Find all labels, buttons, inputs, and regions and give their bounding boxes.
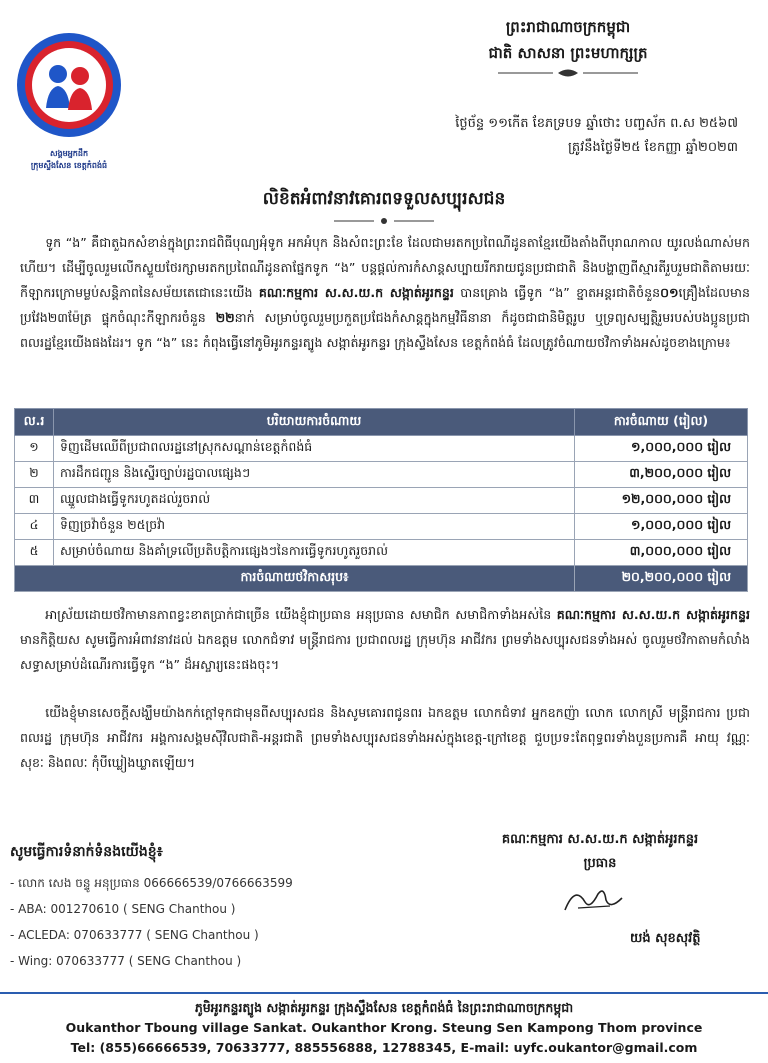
table-row: [15, 462, 748, 488]
logo-text-line2: ក្រុមស្ទឹងសែន ខេត្តកំពង់ធំ: [30, 161, 108, 170]
row-description: ទិញច្រវ៉ាចំនួន ២៥ច្រវ៉ា: [54, 514, 575, 540]
expense-table: [14, 408, 748, 592]
letter-title: [0, 188, 768, 225]
contact-line-acleda: - ACLEDA: 070633777 ( SENG Chanthou ): [10, 928, 259, 942]
table-header-row: [15, 409, 748, 436]
row-no: ២: [15, 462, 54, 488]
footer-address-khmer: ភូមិអូរកន្ទរត្បូង សង្កាត់អូរកន្ទរ ក្រុងស្ទឹងសែន ខេត្តកំពង់ធំ នៃព្រះរាជាណាចក្រកម្ពុជា: [194, 1000, 574, 1015]
appeal-org-name: គណៈកម្មការ ស.ស.យ.ក សង្កាត់អូរកន្ទរ: [556, 607, 750, 622]
row-description: ទិញដើមឈើពីប្រជាពលរដ្ឋនៅស្រុកសណ្តាន់ខេត្តកំពង់ធំ: [54, 436, 575, 462]
organization-logo: [14, 30, 124, 200]
intro-text-1: ទូក “ង” គឺជាតួឯកសំខាន់ក្នុងព្រះរាជពិធីបុណ្យអុំទូក អកអំបុក និងសំពះព្រះខែ ដែលជាមរតកប្រពៃណីដូនតាខ្មែរយើងតាំងពីបុរាណកាល យូរលង់ណាស់មកហើយ។ ដើម្បីចូលរួមលើកស្ទួយថែរក្សាមរតកប្រពៃណីដូនតាផ្នែកទូក “ង” បន្តផ្តល់ការកំសាន្តសប្បាយរីករាយជូនប្រជាជាតិ និងបង្ហាញពីស្មារតីរួបរួមជាតិតាមរយៈកីឡាករក្រោមម្លប់សន្តិភាពនៃសម័យតេជោនេះយើង: [20, 235, 750, 300]
table-row: [15, 488, 748, 514]
header-description: បរិយាយការចំណាយ: [54, 409, 575, 436]
kingdom-name: ព្រះរាជាណាចក្រកម្ពុជា: [505, 18, 631, 36]
contact-line-wing: - Wing: 070633777 ( SENG Chanthou ): [10, 954, 242, 968]
table-row: [15, 514, 748, 540]
title-ornament-icon: [334, 217, 434, 225]
row-no: ៥: [15, 540, 54, 566]
intro-text-2: បានគ្រោង ធ្វើទូក “ង” ខ្នាតអន្តរជាតិចំនួន: [453, 285, 661, 300]
footer: [0, 998, 768, 1058]
logo-text-line1: សង្គមអ្នកដឹក: [49, 149, 89, 158]
national-motto: ជាតិ សាសនា ព្រះមហាក្សត្រ: [488, 44, 648, 62]
solar-date: ត្រូវនឹងថ្ងៃទី២៥ ខែកញ្ញា ឆ្នាំ២០២៣: [568, 140, 738, 155]
appeal-text-2: មានកិត្តិយស សូមធ្វើការអំពាវនាវដល់ ឯកឧត្តម លោកជំទាវ មន្ត្រីរាជការ ប្រជាពលរដ្ឋ ក្រុមហ៊ុន អាជីវករ ព្រមទាំងសប្បុរសជនទាំងអស់ ចូលរួមថវិកាតាមកំលាំងសទ្ធាសម្រាប់ដំណើរការធ្វើទូក “ង” ដ៏អស្ចារ្យនេះផងចុះ។: [20, 632, 750, 672]
footer-address-english: Oukanthor Tboung village Sankat. Oukanthor Krong. Steung Sen Kampong Thom province: [65, 1020, 703, 1035]
table-row: [15, 436, 748, 462]
closing-paragraph: [20, 700, 750, 775]
intro-text-3: គ្រឿងដែលមានប្រវែង២៣ម៉ែត្រ ផ្ទុកចំណុះកីឡាករចំនួន: [20, 285, 750, 325]
row-description: ឈ្នួលជាងធ្វើទូករហូតដល់រួចរាល់: [54, 488, 575, 514]
appeal-text-1: អាស្រ័យដោយថវិកាមានភាពខ្វះខាតប្រាក់ជាច្រើន យើងខ្ញុំជាប្រធាន អនុប្រធាន សមាជិក សមាជិកាទាំងអស់នៃ: [45, 607, 557, 622]
row-amount: ១២,០០០,០០០ រៀល: [575, 488, 748, 514]
table-row: [15, 540, 748, 566]
row-description: ការដឹកជញ្ជូន និងស្នើរច្បាប់រដ្ឋបាលផ្សេងៗ: [54, 462, 575, 488]
letter-date: [358, 112, 738, 160]
lunar-date: ថ្ងៃច័ន្ទ ១១កើត ខែភទ្របទ ឆ្នាំថោះ បញ្ចស័ក ព.ស ២៥៦៧: [455, 116, 738, 131]
letter-title-text: លិខិតអំពាវនាវគោរពទទួលសប្បុរសជន: [262, 189, 506, 209]
intro-paragraph: [20, 230, 750, 355]
signature-org: គណៈកម្មការ ស.ស.យ.ក សង្កាត់អូរកន្ទរ: [501, 832, 699, 847]
row-description: សម្រាប់ចំណាយ និងគាំទ្រលើប្រតិបត្តិការផ្សេងៗនៃការធ្វើទូករហូតរួចរាល់: [54, 540, 575, 566]
logo-emblem-icon: [14, 30, 124, 140]
row-amount: ៣,០០០,០០០ រៀល: [575, 540, 748, 566]
row-amount: ១,០០០,០០០ រៀល: [575, 514, 748, 540]
total-amount: ២០,២០០,០០០ រៀល: [575, 566, 748, 592]
row-no: ៤: [15, 514, 54, 540]
header-no: ល.រ: [15, 409, 54, 436]
contact-line-phone: - លោក សេង ចន្ទូ អនុប្រធាន 066666539/0766663599: [10, 876, 293, 890]
handwritten-signature-icon: [560, 880, 630, 920]
intro-boat-count: ០១: [660, 285, 679, 300]
footer-contact: Tel: (855)66666539, 70633777, 885556888, 12788345, E-mail: uyfc.oukantor@gmail.com: [70, 1040, 698, 1055]
contact-line-aba: - ABA: 001270610 ( SENG Chanthou ): [10, 902, 236, 916]
footer-divider: [0, 992, 768, 994]
row-no: ១: [15, 436, 54, 462]
table-total-row: [15, 566, 748, 592]
total-label: ការចំណាយថវិកាសរុប៖: [15, 566, 575, 592]
intro-rower-count: ២២: [215, 310, 235, 325]
contact-title: សូមធ្វើការទំនាក់ទំនងយើងខ្ញុំ៖: [10, 844, 163, 860]
signatory-name: យង់ សុខសុវត្ថិ: [630, 931, 701, 946]
closing-text: យើងខ្ញុំមានសេចក្តីសង្ឃឹមយ៉ាងកក់ក្តៅទុកជាមុនពីសប្បុរសជន និងសូមគោរពជូនពរ ឯកឧត្តម លោកជំទាវ អ្នកឧកញ៉ា លោក លោកស្រី មន្ត្រីរាជការ ប្រជាពលរដ្ឋ ក្រុមហ៊ុន អាជីវករ អង្គការសង្គមស៊ីវិលជាតិ-អន្តរជាតិ ព្រមទាំងសប្បុរសជនទាំងអស់ក្នុងខេត្ត-ក្រៅខេត្ត ជួបប្រទះតែពុទ្ធពរទាំងបួនប្រការគឺ អាយុ វណ្ណៈ សុខៈ និងពលៈ កុំបីឃ្លៀងឃ្លាតឡើយ។: [20, 705, 750, 770]
contact-list: [10, 870, 293, 974]
intro-org-name: គណៈកម្មការ ស.ស.យ.ក សង្កាត់អូរកន្ទរ: [258, 285, 454, 300]
intro-text-4: នាក់ សម្រាប់ចូលរួមប្រកួតប្រជែងកំសាន្តក្នុងកម្មវិធីនានា ក៏ដូចជាជានិមិត្តរូប ឬទ្រព្យសម្បត្តិរួមរបស់បងប្អូនប្រជាពលរដ្ឋខ្មែរយើងផងដែរ។ ទូក “ង” នេះ កំពុងធ្វើនៅភូមិអូរកន្ទរត្បូង សង្កាត់អូរកន្ទរ ក្រុងស្ទឹងសែន ខេត្តកំពង់ធំ ដែលត្រូវចំណាយថវិកាទាំងអស់ដូចខាងក្រោម៖: [20, 310, 750, 350]
row-amount: ១,០០០,០០០ រៀល: [575, 436, 748, 462]
signature-block: [450, 828, 750, 876]
header-amount: ការចំណាយ (រៀល): [575, 409, 748, 436]
ornament-divider-icon: [498, 68, 638, 78]
kingdom-header: [398, 14, 738, 78]
row-amount: ៣,២០០,០០០ រៀល: [575, 462, 748, 488]
row-no: ៣: [15, 488, 54, 514]
appeal-paragraph: [20, 602, 750, 677]
signature-role: ប្រធាន: [583, 856, 617, 871]
